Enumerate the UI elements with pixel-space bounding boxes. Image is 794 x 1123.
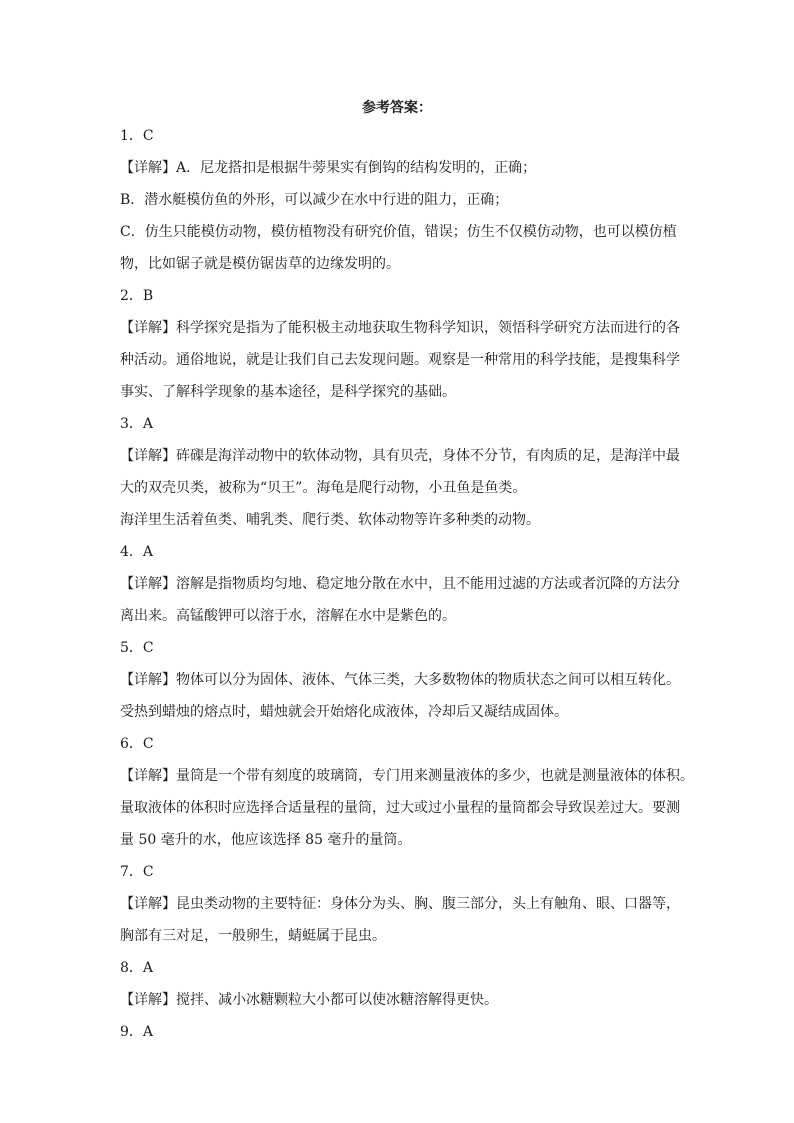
explanation-text: 量取液体的体积时应选择合适量程的量筒，过大或过小量程的量筒都会导致误差过大。要测 [120, 800, 680, 816]
explanation-line [120, 984, 680, 1016]
explanation-text: 量 50 毫升的水，他应该选择 85 毫升的量筒。 [120, 832, 412, 848]
explanation-line [120, 568, 680, 600]
explanation-text: 物体可以分为固体、液体、气体三类，大多数物体的物质状态之间可以相互转化。 [176, 672, 680, 688]
explanation-line [120, 248, 680, 280]
explanation-line [120, 440, 680, 472]
explanation-line [120, 664, 680, 696]
explanation-text: 受热到蜡烛的熔点时，蜡烛就会开始熔化成液体，冷却后又凝结成固体。 [120, 704, 568, 720]
explanation-tag: 【详解】 [120, 320, 176, 336]
answer-number: 8．A [120, 960, 154, 976]
explanation-line [120, 504, 680, 536]
explanation-line [120, 792, 680, 824]
answer-number: 7．C [120, 864, 154, 880]
explanation-text: 溶解是指物质均匀地、稳定地分散在水中，且不能用过滤的方法或者沉降的方法分 [176, 576, 680, 592]
explanation-text: 胸部有三对足，一般卵生，蜻蜓属于昆虫。 [120, 928, 386, 944]
answer-number: 3．A [120, 416, 154, 432]
explanation-text: 离出来。高锰酸钾可以溶于水，溶解在水中是紫色的。 [120, 608, 456, 624]
answer-list [120, 120, 694, 1048]
explanation-text: B．潜水艇模仿鱼的外形，可以减少在水中行进的阻力，正确； [120, 192, 509, 208]
explanation-line [120, 344, 680, 376]
explanation-line [120, 696, 680, 728]
explanation-tag: 【详解】 [120, 768, 176, 784]
explanation-line [120, 920, 680, 952]
explanation-line [120, 312, 680, 344]
explanation-text: 昆虫类动物的主要特征：身体分为头、胸、腹三部分，头上有触角、眼、口器等， [176, 896, 680, 912]
answer-number: 1．C [120, 128, 154, 144]
answer-number: 9．A [120, 1024, 154, 1040]
explanation-line [120, 376, 680, 408]
answer-number: 4．A [120, 544, 154, 560]
explanation-tag: 【详解】 [120, 896, 176, 912]
explanation-line [120, 760, 694, 792]
explanation-text: 物，比如锯子就是模仿锯齿草的边缘发明的。 [120, 256, 400, 272]
answer-number: 6．C [120, 736, 154, 752]
explanation-text: 种活动。通俗地说，就是让我们自己去发现问题。观察是一种常用的科学技能，是搜集科学 [120, 352, 680, 368]
explanation-text: 量筒是一个带有刻度的玻璃筒，专门用来测量液体的多少，也就是测量液体的体积。 [176, 768, 694, 784]
answer-number: 2．B [120, 288, 154, 304]
explanation-text: A．尼龙搭扣是根据牛蒡果实有倒钩的结构发明的，正确； [176, 160, 537, 176]
answer-number: 5．C [120, 640, 154, 656]
explanation-line [120, 152, 680, 184]
explanation-tag: 【详解】 [120, 576, 176, 592]
explanation-line [120, 600, 680, 632]
explanation-text: 海洋里生活着鱼类、哺乳类、爬行类、软体动物等许多种类的动物。 [120, 512, 540, 528]
explanation-tag: 【详解】 [120, 992, 176, 1008]
explanation-line [120, 184, 680, 216]
explanation-text: 事实、了解科学现象的基本途径，是科学探究的基础。 [120, 384, 456, 400]
explanation-text: 科学探究是指为了能积极主动地获取生物科学知识，领悟科学研究方法而进行的各 [176, 320, 680, 336]
explanation-text: C．仿生只能模仿动物，模仿植物没有研究价值，错误；仿生不仅模仿动物，也可以模仿植 [120, 224, 677, 240]
explanation-line [120, 824, 680, 856]
explanation-text: 大的双壳贝类，被称为“贝王”。海龟是爬行动物，小丑鱼是鱼类。 [120, 480, 527, 496]
explanation-line [120, 472, 680, 504]
explanation-tag: 【详解】 [120, 160, 176, 176]
explanation-line [120, 216, 680, 248]
page-title: 参考答案： [362, 100, 432, 116]
explanation-tag: 【详解】 [120, 448, 176, 464]
explanation-text: 砗磲是海洋动物中的软体动物，具有贝壳，身体不分节，有肉质的足，是海洋中最 [176, 448, 680, 464]
explanation-tag: 【详解】 [120, 672, 176, 688]
explanation-line [120, 888, 680, 920]
explanation-text: 搅拌、减小冰糖颗粒大小都可以使冰糖溶解得更快。 [176, 992, 498, 1008]
